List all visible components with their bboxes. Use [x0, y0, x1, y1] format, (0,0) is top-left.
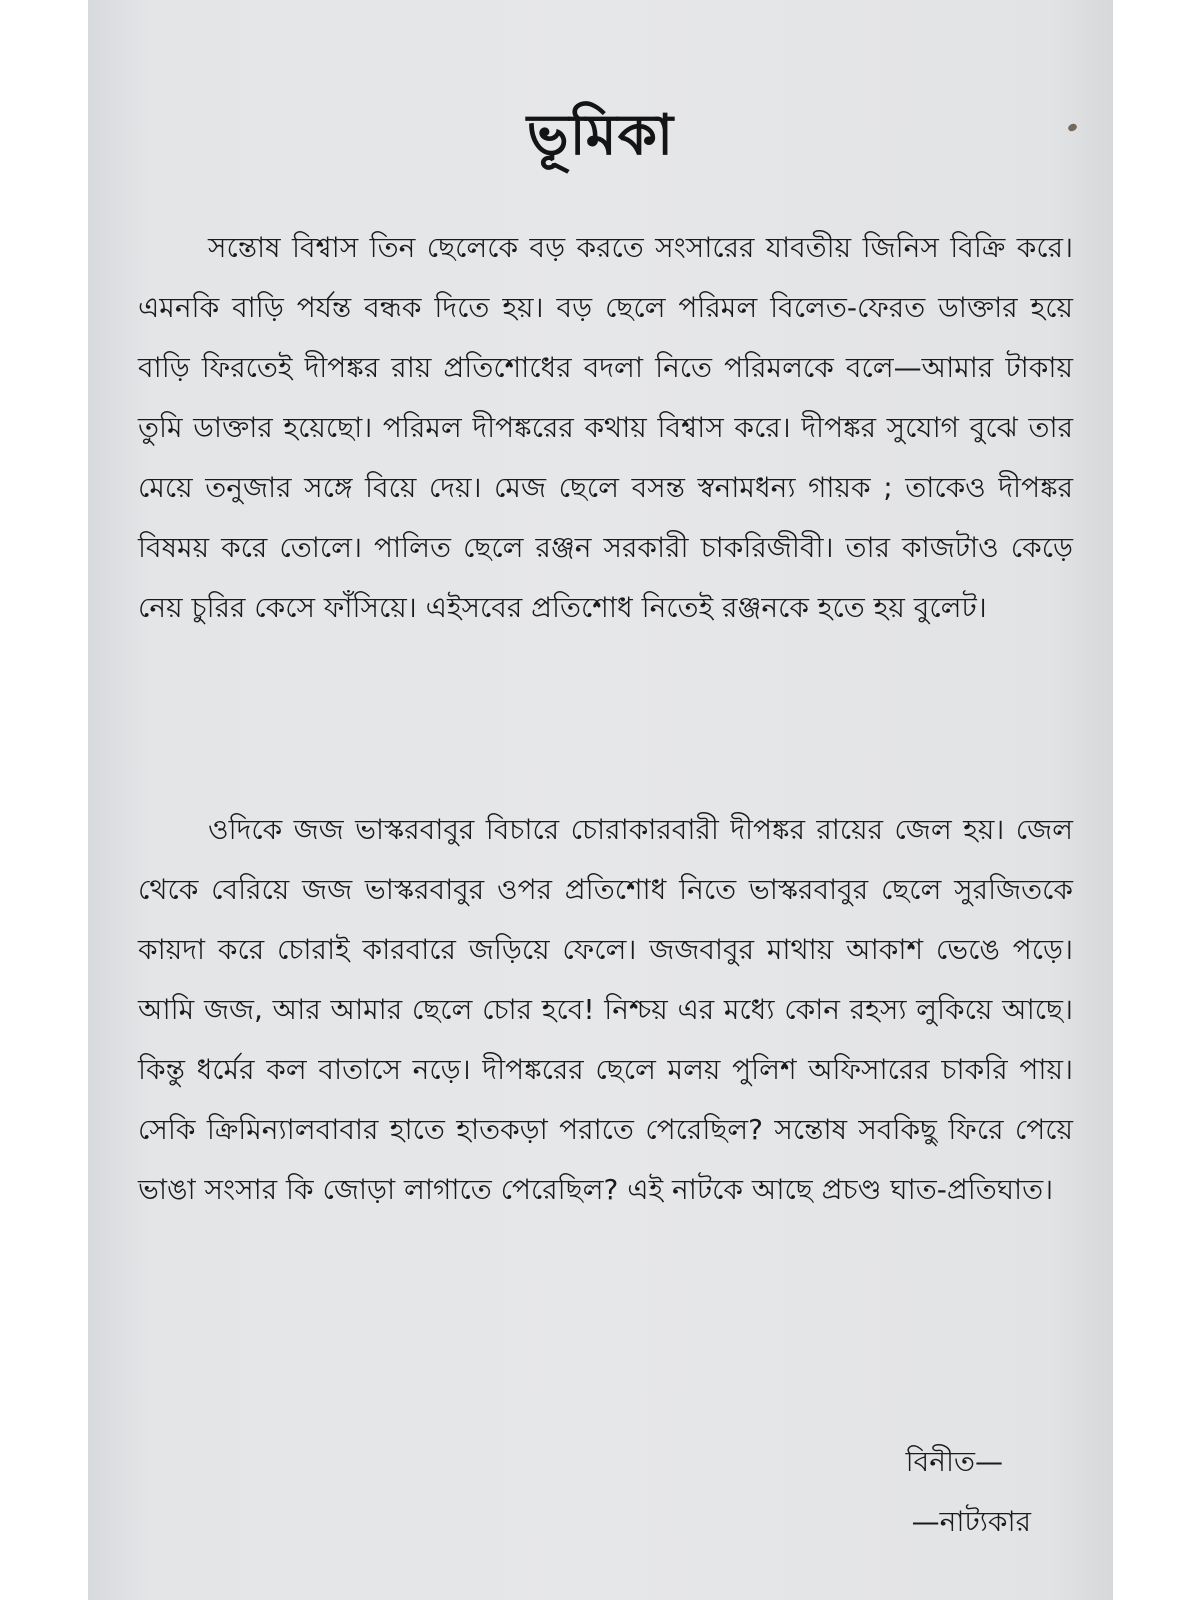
closing-salutation: বিনীত— — [905, 1445, 1003, 1478]
book-page — [88, 0, 1113, 1600]
preface-paragraph-2: ওদিকে জজ ভাস্করবাবুর বিচারে চোরাকারবারী দীপঙ্কর রায়ের জেল হয়। জেল থেকে বেরিয়ে জজ ভাস্করবাবুর ওপর প্রতিশোধ নিতে ভাস্করবাবুর ছেলে সুরজিতকে কায়দা করে চোরাই কারবারে জড়িয়ে ফেলে। জজবাবুর মাথায় আকাশ ভেঙে পড়ে। আমি জজ, আর আমার ছেলে চোর হবে! নিশ্চয় এর মধ্যে কোন রহস্য লুকিয়ে আছে। কিন্তু ধর্মের কল বাতাসে নড়ে। দীপঙ্করের ছেলে মলয় পুলিশ অফিসারের চাকরি পায়। সেকি ক্রিমিন্যালবাবার হাতে হাতকড়া পরাতে পেরেছিল? সন্তোষ সবকিছু ফিরে পেয়ে ভাঙা সংসার কি জোড়া লাগাতে পেরেছিল? এই নাটকে আছে প্রচণ্ড ঘাত-প্রতিঘাত। — [138, 813, 1073, 1206]
author-signature: —নাট্যকার — [911, 1505, 1031, 1538]
preface-paragraph-1: সন্তোষ বিশ্বাস তিন ছেলেকে বড় করতে সংসারের যাবতীয় জিনিস বিক্রি করে। এমনকি বাড়ি পর্যন্ত বন্ধক দিতে হয়। বড় ছেলে পরিমল বিলেত-ফেরত ডাক্তার হয়ে বাড়ি ফিরতেই দীপঙ্কর রায় প্রতিশোধের বদলা নিতে পরিমলকে বলে—আমার টাকায় তুমি ডাক্তার হয়েছো। পরিমল দীপঙ্করের কথায় বিশ্বাস করে। দীপঙ্কর সুযোগ বুঝে তার মেয়ে তনুজার সঙ্গে বিয়ে দেয়। মেজ ছেলে বসন্ত স্বনামধন্য গায়ক ; তাকেও দীপঙ্কর বিষময় করে তোলে। পালিত ছেলে রঞ্জন সরকারী চাকরিজীবী। তার কাজটাও কেড়ে নেয় চুরির কেসে ফাঁসিয়ে। এইসবের প্রতিশোধ নিতেই রঞ্জনকে হতে হয় বুলেট। — [138, 231, 1073, 624]
page-title: ভূমিকা — [526, 103, 675, 168]
